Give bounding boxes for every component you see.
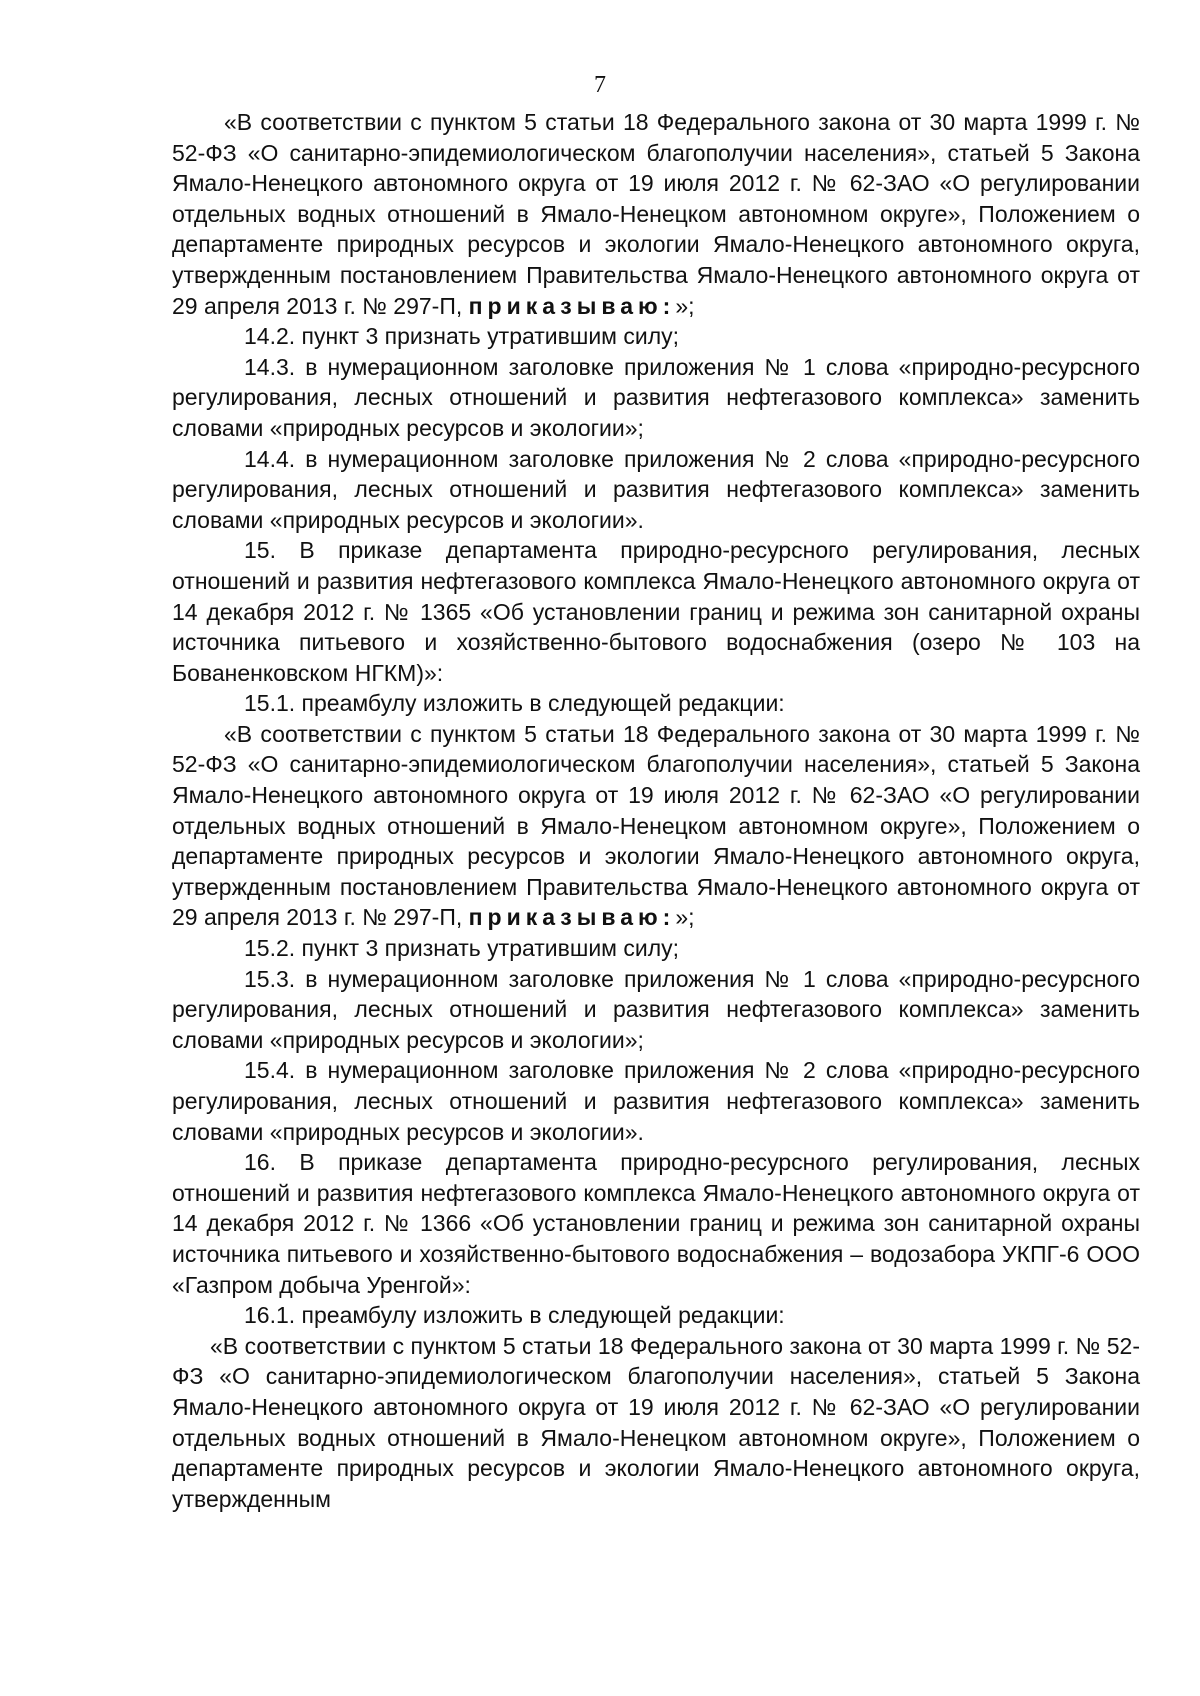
paragraph-preamble-16: «В соответствии с пунктом 5 статьи 18 Федерального закона от 30 марта 1999 г. № 52-ФЗ «О санитарно-эпидемиологическом благополучии населения», статьей 5 Закона Ямало-Ненецкого автономного округа от 19 июля 2012 г. № 62-ЗАО «О регулировании отдельных водных отношений в Ямало-Ненецком автономном округе», Положением о департаменте природных ресурсов и экологии Ямало-Ненецкого автономного округа, утвержденным: [172, 1332, 1140, 1512]
paragraph-preamble-14: [172, 107, 1140, 321]
paragraph-15-3: 15.3. в нумерационном заголовке приложения № 1 слова «природно-ресурсного регулирования, лесных отношений и развития нефтегазового комплекса» заменить словами «природных ресурсов и экологии»;: [172, 965, 1140, 1053]
paragraph-16-1: 16.1. преамбулу изложить в следующей редакции:: [244, 1302, 785, 1329]
preamble-text: «В соответствии с пунктом 5 статьи 18 Федерального закона от 30 марта 1999 г. № 52-ФЗ «О санитарно-эпидемиологическом благополучии населения», статьей 5 Закона Ямало-Ненецкого автономного округа от 19 июля 2012 г. № 62-ЗАО «О регулировании отдельных водных отношений в Ямало-Ненецком автономном округе», Положением о департаменте природных ресурсов и экологии Ямало-Ненецкого автономного округа, утвержденным постановлением Правительства Ямало-Ненецкого автономного округа от 29 апреля 2013 г. № 297-П,: [172, 720, 1140, 931]
paragraph-16: 16. В приказе департамента природно-ресурсного регулирования, лесных отношений и развития нефтегазового комплекса Ямало-Ненецкого автономного округа от 14 декабря 2012 г. № 1366 «Об установлении границ и режима зон санитарной охраны источника питьевого и хозяйственно-бытового водоснабжения – водозабора УКПГ-6 ООО «Газпром добыча Уренгой»:: [172, 1149, 1140, 1298]
preamble-tail: »;: [675, 292, 695, 319]
paragraph-14-4: 14.4. в нумерационном заголовке приложения № 2 слова «природно-ресурсного регулирования, лесных отношений и развития нефтегазового комплекса» заменить словами «природных ресурсов и экологии».: [172, 445, 1140, 533]
preamble-bold-word: приказываю:: [468, 904, 676, 931]
preamble-tail: »;: [675, 904, 695, 931]
preamble-bold-word: приказываю:: [468, 292, 676, 319]
paragraph-14-3: 14.3. в нумерационном заголовке приложения № 1 слова «природно-ресурсного регулирования, лесных отношений и развития нефтегазового комплекса» заменить словами «природных ресурсов и экологии»;: [172, 353, 1140, 441]
document-body: [172, 107, 1140, 1514]
paragraph-15-4: 15.4. в нумерационном заголовке приложения № 2 слова «природно-ресурсного регулирования, лесных отношений и развития нефтегазового комплекса» заменить словами «природных ресурсов и экологии».: [172, 1057, 1140, 1145]
paragraph-preamble-15: [172, 719, 1140, 933]
page-number: 7: [594, 72, 606, 98]
paragraph-14-2: 14.2. пункт 3 признать утратившим силу;: [244, 323, 680, 350]
paragraph-15-1: 15.1. преамбулу изложить в следующей редакции:: [244, 690, 785, 717]
preamble-text: «В соответствии с пунктом 5 статьи 18 Федерального закона от 30 марта 1999 г. № 52-ФЗ «О санитарно-эпидемиологическом благополучии населения», статьей 5 Закона Ямало-Ненецкого автономного округа от 19 июля 2012 г. № 62-ЗАО «О регулировании отдельных водных отношений в Ямало-Ненецком автономном округе», Положением о департаменте природных ресурсов и экологии Ямало-Ненецкого автономного округа, утвержденным постановлением Правительства Ямало-Ненецкого автономного округа от 29 апреля 2013 г. № 297-П,: [172, 109, 1140, 319]
paragraph-15-2: 15.2. пункт 3 признать утратившим силу;: [244, 935, 680, 962]
paragraph-15: 15. В приказе департамента природно-ресурсного регулирования, лесных отношений и развития нефтегазового комплекса Ямало-Ненецкого автономного округа от 14 декабря 2012 г. № 1365 «Об установлении границ и режима зон санитарной охраны источника питьевого и хозяйственно-бытового водоснабжения (озеро № 103 на Бованенковском НГКМ)»:: [172, 537, 1140, 686]
